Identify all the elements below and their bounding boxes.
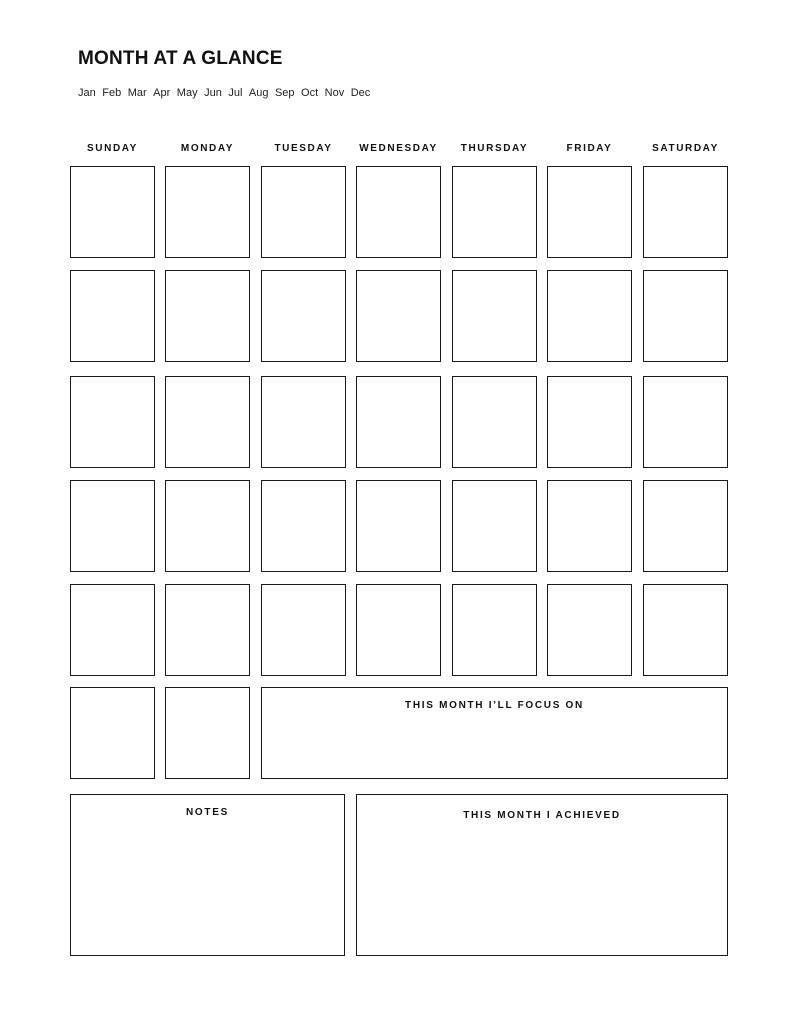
day-cell[interactable] xyxy=(643,166,728,258)
day-cell[interactable] xyxy=(547,376,632,468)
day-cell[interactable] xyxy=(547,480,632,572)
day-cell[interactable] xyxy=(452,480,537,572)
day-cell[interactable] xyxy=(261,166,346,258)
day-cell[interactable] xyxy=(70,166,155,258)
month-mar[interactable]: Mar xyxy=(127,87,147,99)
month-selector xyxy=(78,87,377,99)
day-cell[interactable] xyxy=(165,584,250,676)
day-cell[interactable] xyxy=(643,584,728,676)
weekday-friday: FRIDAY xyxy=(566,143,613,154)
month-may[interactable]: May xyxy=(176,87,198,99)
day-cell[interactable] xyxy=(165,166,250,258)
day-cell[interactable] xyxy=(165,687,250,779)
weekday-tuesday: TUESDAY xyxy=(274,143,333,154)
achieved-box[interactable] xyxy=(356,794,728,956)
day-cell[interactable] xyxy=(261,270,346,362)
day-cell[interactable] xyxy=(452,376,537,468)
day-cell[interactable] xyxy=(356,480,441,572)
day-cell[interactable] xyxy=(70,687,155,779)
notes-box[interactable] xyxy=(70,794,345,956)
day-cell[interactable] xyxy=(547,166,632,258)
month-oct[interactable]: Oct xyxy=(301,87,319,99)
day-cell[interactable] xyxy=(547,270,632,362)
weekday-thursday: THURSDAY xyxy=(460,143,529,154)
day-cell[interactable] xyxy=(165,270,250,362)
weekday-sunday: SUNDAY xyxy=(87,143,138,154)
month-apr[interactable]: Apr xyxy=(153,87,171,99)
month-jun[interactable]: Jun xyxy=(204,87,222,99)
day-cell[interactable] xyxy=(643,376,728,468)
month-jan[interactable]: Jan xyxy=(78,87,96,99)
weekday-saturday: SATURDAY xyxy=(652,143,719,154)
day-cell[interactable] xyxy=(356,584,441,676)
day-cell[interactable] xyxy=(165,480,250,572)
day-cell[interactable] xyxy=(356,166,441,258)
day-cell[interactable] xyxy=(452,270,537,362)
day-cell[interactable] xyxy=(261,376,346,468)
day-cell[interactable] xyxy=(70,270,155,362)
achieved-label: THIS MONTH I ACHIEVED xyxy=(463,810,621,821)
month-nov[interactable]: Nov xyxy=(324,87,345,99)
page-title: MONTH AT A GLANCE xyxy=(78,48,283,69)
notes-label: NOTES xyxy=(186,807,229,818)
day-cell[interactable] xyxy=(70,584,155,676)
weekday-wednesday: WEDNESDAY xyxy=(359,143,438,154)
day-cell[interactable] xyxy=(261,584,346,676)
month-feb[interactable]: Feb xyxy=(102,87,122,99)
month-dec[interactable]: Dec xyxy=(350,87,371,99)
day-cell[interactable] xyxy=(452,584,537,676)
day-cell[interactable] xyxy=(547,584,632,676)
month-aug[interactable]: Aug xyxy=(248,87,269,99)
month-sep[interactable]: Sep xyxy=(274,87,295,99)
day-cell[interactable] xyxy=(261,480,346,572)
weekday-monday: MONDAY xyxy=(180,143,235,154)
focus-label: THIS MONTH I’LL FOCUS ON xyxy=(405,700,584,711)
day-cell[interactable] xyxy=(165,376,250,468)
month-jul[interactable]: Jul xyxy=(228,87,243,99)
focus-box[interactable] xyxy=(261,687,728,779)
day-cell[interactable] xyxy=(643,270,728,362)
day-cell[interactable] xyxy=(356,270,441,362)
day-cell[interactable] xyxy=(70,480,155,572)
day-cell[interactable] xyxy=(452,166,537,258)
day-cell[interactable] xyxy=(643,480,728,572)
day-cell[interactable] xyxy=(70,376,155,468)
day-cell[interactable] xyxy=(356,376,441,468)
